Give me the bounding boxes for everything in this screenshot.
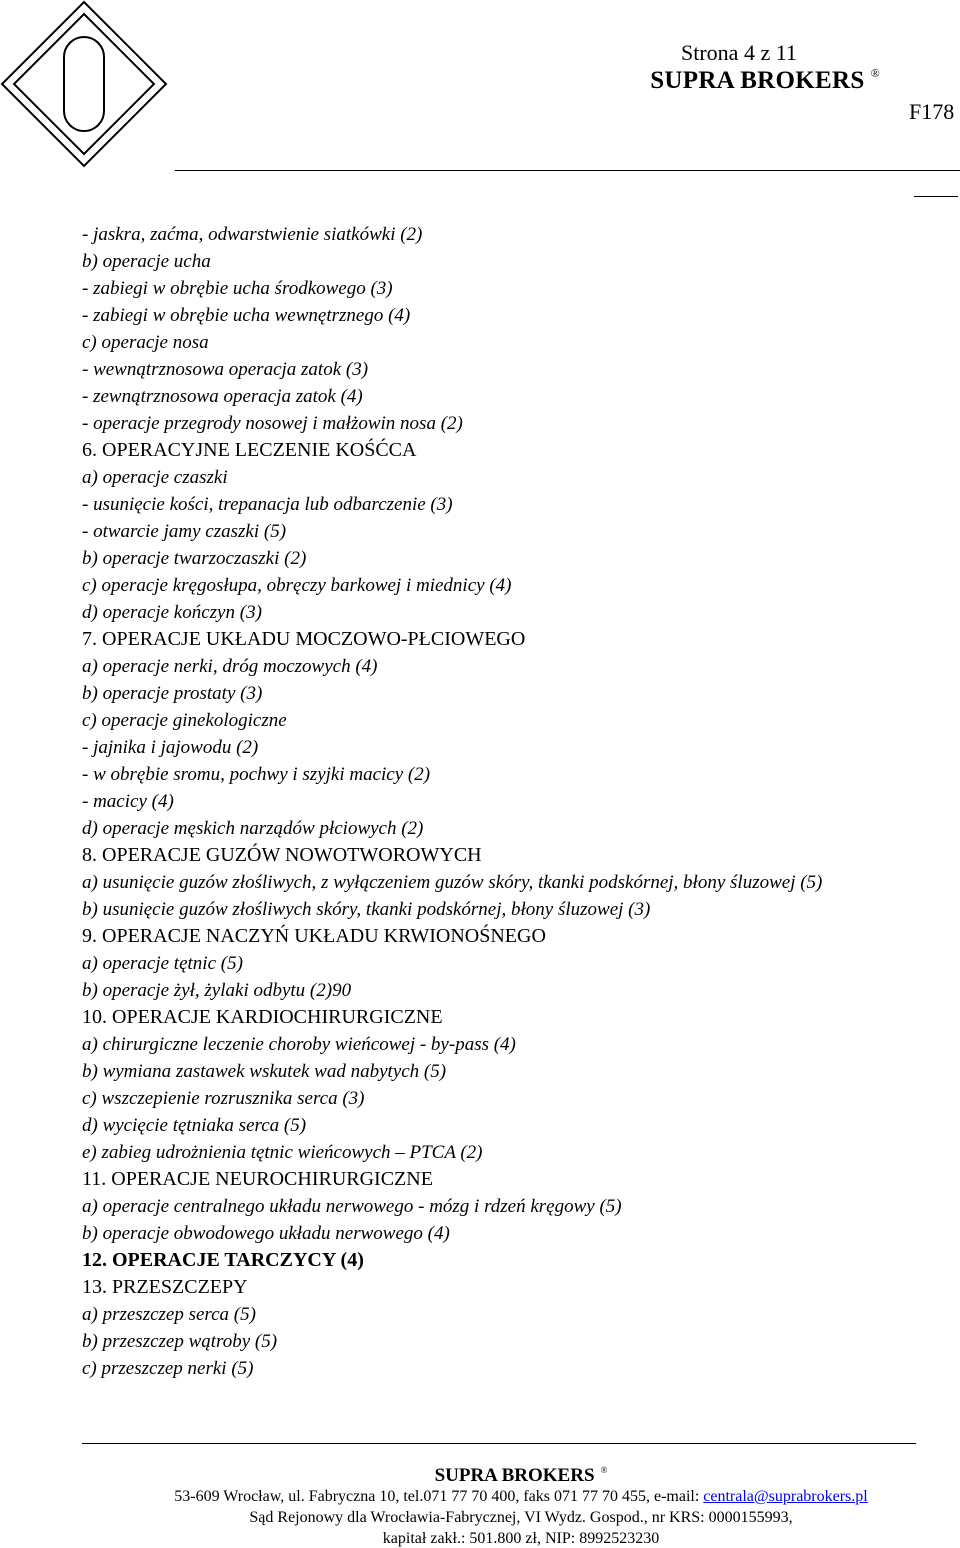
- footer-address-text: 53-609 Wrocław, ul. Fabryczna 10, tel.071 77 70 400, faks 071 77 70 455, e-mail:: [174, 1488, 700, 1505]
- subsection-heading: d) operacje męskich narządów płciowych (2): [82, 818, 424, 839]
- logo-diamond-outer: [2, 2, 166, 166]
- company-logo: [0, 0, 175, 175]
- subsection-heading: b) wymiana zastawek wskutek wad nabytych (5): [82, 1061, 447, 1082]
- subsection-heading: b) przeszczep wątroby (5): [82, 1331, 278, 1352]
- subsection-heading: b) operacje obwodowego układu nerwowego (4): [82, 1223, 450, 1244]
- header-company-name: [650, 66, 880, 95]
- list-item: - otwarcie jamy czaszki (5): [82, 521, 287, 542]
- list-item: - zabiegi w obrębie ucha środkowego (3): [82, 278, 393, 299]
- subsection-heading: a) chirurgiczne leczenie choroby wieńcowej - by-pass (4): [82, 1034, 516, 1055]
- footer-company-text: SUPRA BROKERS: [434, 1465, 595, 1487]
- logo-oval: [64, 37, 104, 131]
- list-item: - usunięcie kości, trepanacja lub odbarczenie (3): [82, 494, 453, 515]
- logo-diamond-inner: [14, 14, 154, 154]
- list-item: - zewnątrznosowa operacja zatok (4): [82, 386, 363, 407]
- subsection-heading: c) przeszczep nerki (5): [82, 1358, 254, 1379]
- subsection-heading: d) operacje kończyn (3): [82, 602, 262, 623]
- section-heading: 8. OPERACJE GUZÓW NOWOTWOROWYCH: [82, 844, 482, 866]
- list-item: - w obrębie sromu, pochwy i szyjki macicy (2): [82, 764, 431, 785]
- list-item: - wewnątrznosowa operacja zatok (3): [82, 359, 369, 380]
- subsection-heading: b) operacje żył, żylaki odbytu (2)90: [82, 980, 352, 1001]
- subsection-heading: a) usunięcie guzów złośliwych, z wyłączeniem guzów skóry, tkanki podskórnej, błony śluzowej (5): [82, 872, 823, 893]
- section-heading: 10. OPERACJE KARDIOCHIRURGICZNE: [82, 1006, 443, 1028]
- subsection-heading: a) operacje centralnego układu nerwowego - mózg i rdzeń kręgowy (5): [82, 1196, 622, 1217]
- section-heading: 12. OPERACJE TARCZYCY (4): [82, 1249, 364, 1271]
- list-item: - jaskra, zaćma, odwarstwienie siatkówki (2): [82, 224, 423, 245]
- list-item: - macicy (4): [82, 791, 174, 812]
- footer-registered-mark: ®: [600, 1465, 608, 1475]
- subsection-heading: e) zabieg udrożnienia tętnic wieńcowych – PTCA (2): [82, 1142, 483, 1163]
- footer-address: [0, 1488, 960, 1506]
- subsection-heading: b) operacje twarzoczaszki (2): [82, 548, 307, 569]
- page-number: Strona 4 z 11: [681, 40, 797, 65]
- subsection-heading: c) operacje kręgosłupa, obręczy barkowej i miednicy (4): [82, 575, 512, 596]
- subsection-heading: a) operacje nerki, dróg moczowych (4): [82, 656, 378, 677]
- footer-capital-info: kapitał zakł.: 501.800 zł, NIP: 8992523230: [382, 1530, 660, 1547]
- subsection-heading: c) operacje ginekologiczne: [82, 710, 287, 731]
- list-item: - jajnika i jajowodu (2): [82, 737, 259, 758]
- subsection-heading: c) wszczepienie rozrusznika serca (3): [82, 1088, 365, 1109]
- header-company-text: SUPRA BROKERS: [650, 66, 865, 94]
- header-registered-mark: ®: [870, 66, 880, 80]
- footer-court-info: Sąd Rejonowy dla Wrocławia-Fabrycznej, VI Wydz. Gospod., nr KRS: 0000155993,: [249, 1509, 793, 1526]
- section-heading: 9. OPERACJE NACZYŃ UKŁADU KRWIONOŚNEGO: [82, 925, 546, 947]
- subsection-heading: a) operacje tętnic (5): [82, 953, 243, 974]
- document-body: [82, 221, 955, 1382]
- section-heading: 6. OPERACYJNE LECZENIE KOŚĆCA: [82, 439, 417, 461]
- section-heading: 13. PRZESZCZEPY: [82, 1276, 248, 1298]
- subsection-heading: d) wycięcie tętniaka serca (5): [82, 1115, 307, 1136]
- header-short-rule: [914, 196, 958, 197]
- footer-email-link[interactable]: centrala@suprabrokers.pl: [703, 1488, 868, 1505]
- subsection-heading: c) operacje nosa: [82, 332, 209, 353]
- subsection-heading: b) operacje ucha: [82, 251, 211, 272]
- footer-company-name: [0, 1465, 960, 1487]
- footer-divider: [82, 1443, 916, 1444]
- subsection-heading: b) usunięcie guzów złośliwych skóry, tkanki podskórnej, błony śluzowej (3): [82, 899, 651, 920]
- list-item: - zabiegi w obrębie ucha wewnętrznego (4): [82, 305, 411, 326]
- form-code: F178: [909, 99, 955, 124]
- section-heading: 11. OPERACJE NEUROCHIRURGICZNE: [82, 1168, 433, 1190]
- subsection-heading: a) operacje czaszki: [82, 467, 228, 488]
- section-heading: 7. OPERACJE UKŁADU MOCZOWO-PŁCIOWEGO: [82, 628, 526, 650]
- subsection-heading: b) operacje prostaty (3): [82, 683, 263, 704]
- subsection-heading: a) przeszczep serca (5): [82, 1304, 256, 1325]
- list-item: - operacje przegrody nosowej i małżowin nosa (2): [82, 413, 463, 434]
- header-divider: [175, 170, 960, 171]
